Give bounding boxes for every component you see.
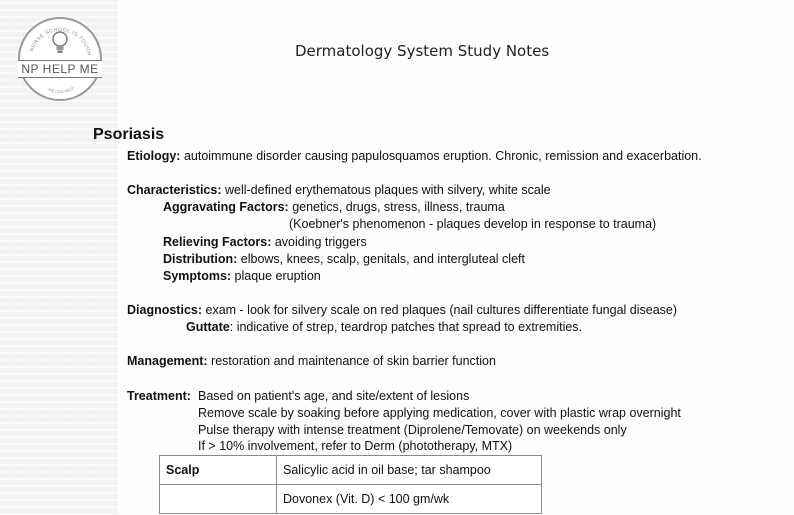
etiology-label: Etiology: — [127, 149, 181, 163]
relieving-label: Relieving Factors: — [163, 235, 272, 249]
characteristics-label: Characteristics: — [127, 183, 222, 197]
guttate-line — [186, 319, 582, 335]
symptoms-line — [163, 268, 321, 284]
table-row — [160, 456, 542, 485]
logo-brand-text: NP HELP ME — [18, 60, 102, 78]
svg-text:NURSE SCHOOL IS TOUGH: NURSE SCHOOL IS TOUGH — [29, 26, 92, 57]
distribution-text: elbows, knees, scalp, genitals, and intergluteal cleft — [237, 252, 525, 266]
table-cell-treatment: Dovonex (Vit. D) < 100 gm/wk — [277, 485, 542, 514]
guttate-label: Guttate — [186, 320, 230, 334]
symptoms-text: plaque eruption — [231, 269, 321, 283]
aggravating-label: Aggravating Factors: — [163, 200, 289, 214]
etiology-text: autoimmune disorder causing papulosquamos eruption. Chronic, remission and exacerbation. — [180, 149, 702, 163]
lightbulb-icon — [51, 31, 69, 55]
aggravating-line — [163, 199, 505, 215]
distribution-label: Distribution: — [163, 252, 238, 266]
koebner-line: (Koebner's phenomenon - plaques develop in response to trauma) — [289, 217, 657, 231]
treatment-line-1: Based on patient's age, and site/extent of lesions — [198, 389, 470, 403]
table-cell-site — [160, 485, 277, 514]
table-row — [160, 485, 542, 514]
treatment-line-4: If > 10% involvement, refer to Derm (phototherapy, MTX) — [198, 439, 513, 453]
management-text: restoration and maintenance of skin barrier function — [207, 354, 496, 368]
diagnostics-text: exam - look for silvery scale on red plaques (nail cultures differentiate fungal disease) — [202, 303, 678, 317]
management-line — [127, 353, 496, 369]
aggravating-text: genetics, drugs, stress, illness, trauma — [288, 200, 505, 214]
page-title: Dermatology System Study Notes — [295, 42, 550, 60]
treatment-table — [159, 455, 542, 514]
diagnostics-line — [127, 302, 677, 318]
symptoms-label: Symptoms: — [163, 269, 232, 283]
treatment-label: Treatment: — [127, 389, 191, 403]
svg-text:WE CAN HELP: WE CAN HELP — [47, 85, 75, 95]
relieving-line — [163, 234, 367, 250]
management-label: Management: — [127, 354, 208, 368]
characteristics-line — [127, 182, 551, 198]
treatment-line-3: Pulse therapy with intense treatment (Diprolene/Temovate) on weekends only — [198, 423, 627, 437]
distribution-line — [163, 251, 525, 267]
diagnostics-label: Diagnostics: — [127, 303, 203, 317]
guttate-text: : indicative of strep, teardrop patches that spread to extremities. — [229, 320, 583, 334]
treatment-line-2: Remove scale by soaking before applying medication, cover with plastic wrap overnight — [198, 406, 681, 420]
table-cell-treatment: Salicylic acid in oil base; tar shampoo — [277, 456, 542, 485]
relieving-text: avoiding triggers — [271, 235, 367, 249]
characteristics-text: well-defined erythematous plaques with silvery, white scale — [221, 183, 551, 197]
section-heading: Psoriasis — [93, 126, 165, 143]
np-help-me-logo — [18, 17, 102, 101]
etiology-line — [127, 148, 702, 164]
table-cell-site: Scalp — [160, 456, 277, 485]
